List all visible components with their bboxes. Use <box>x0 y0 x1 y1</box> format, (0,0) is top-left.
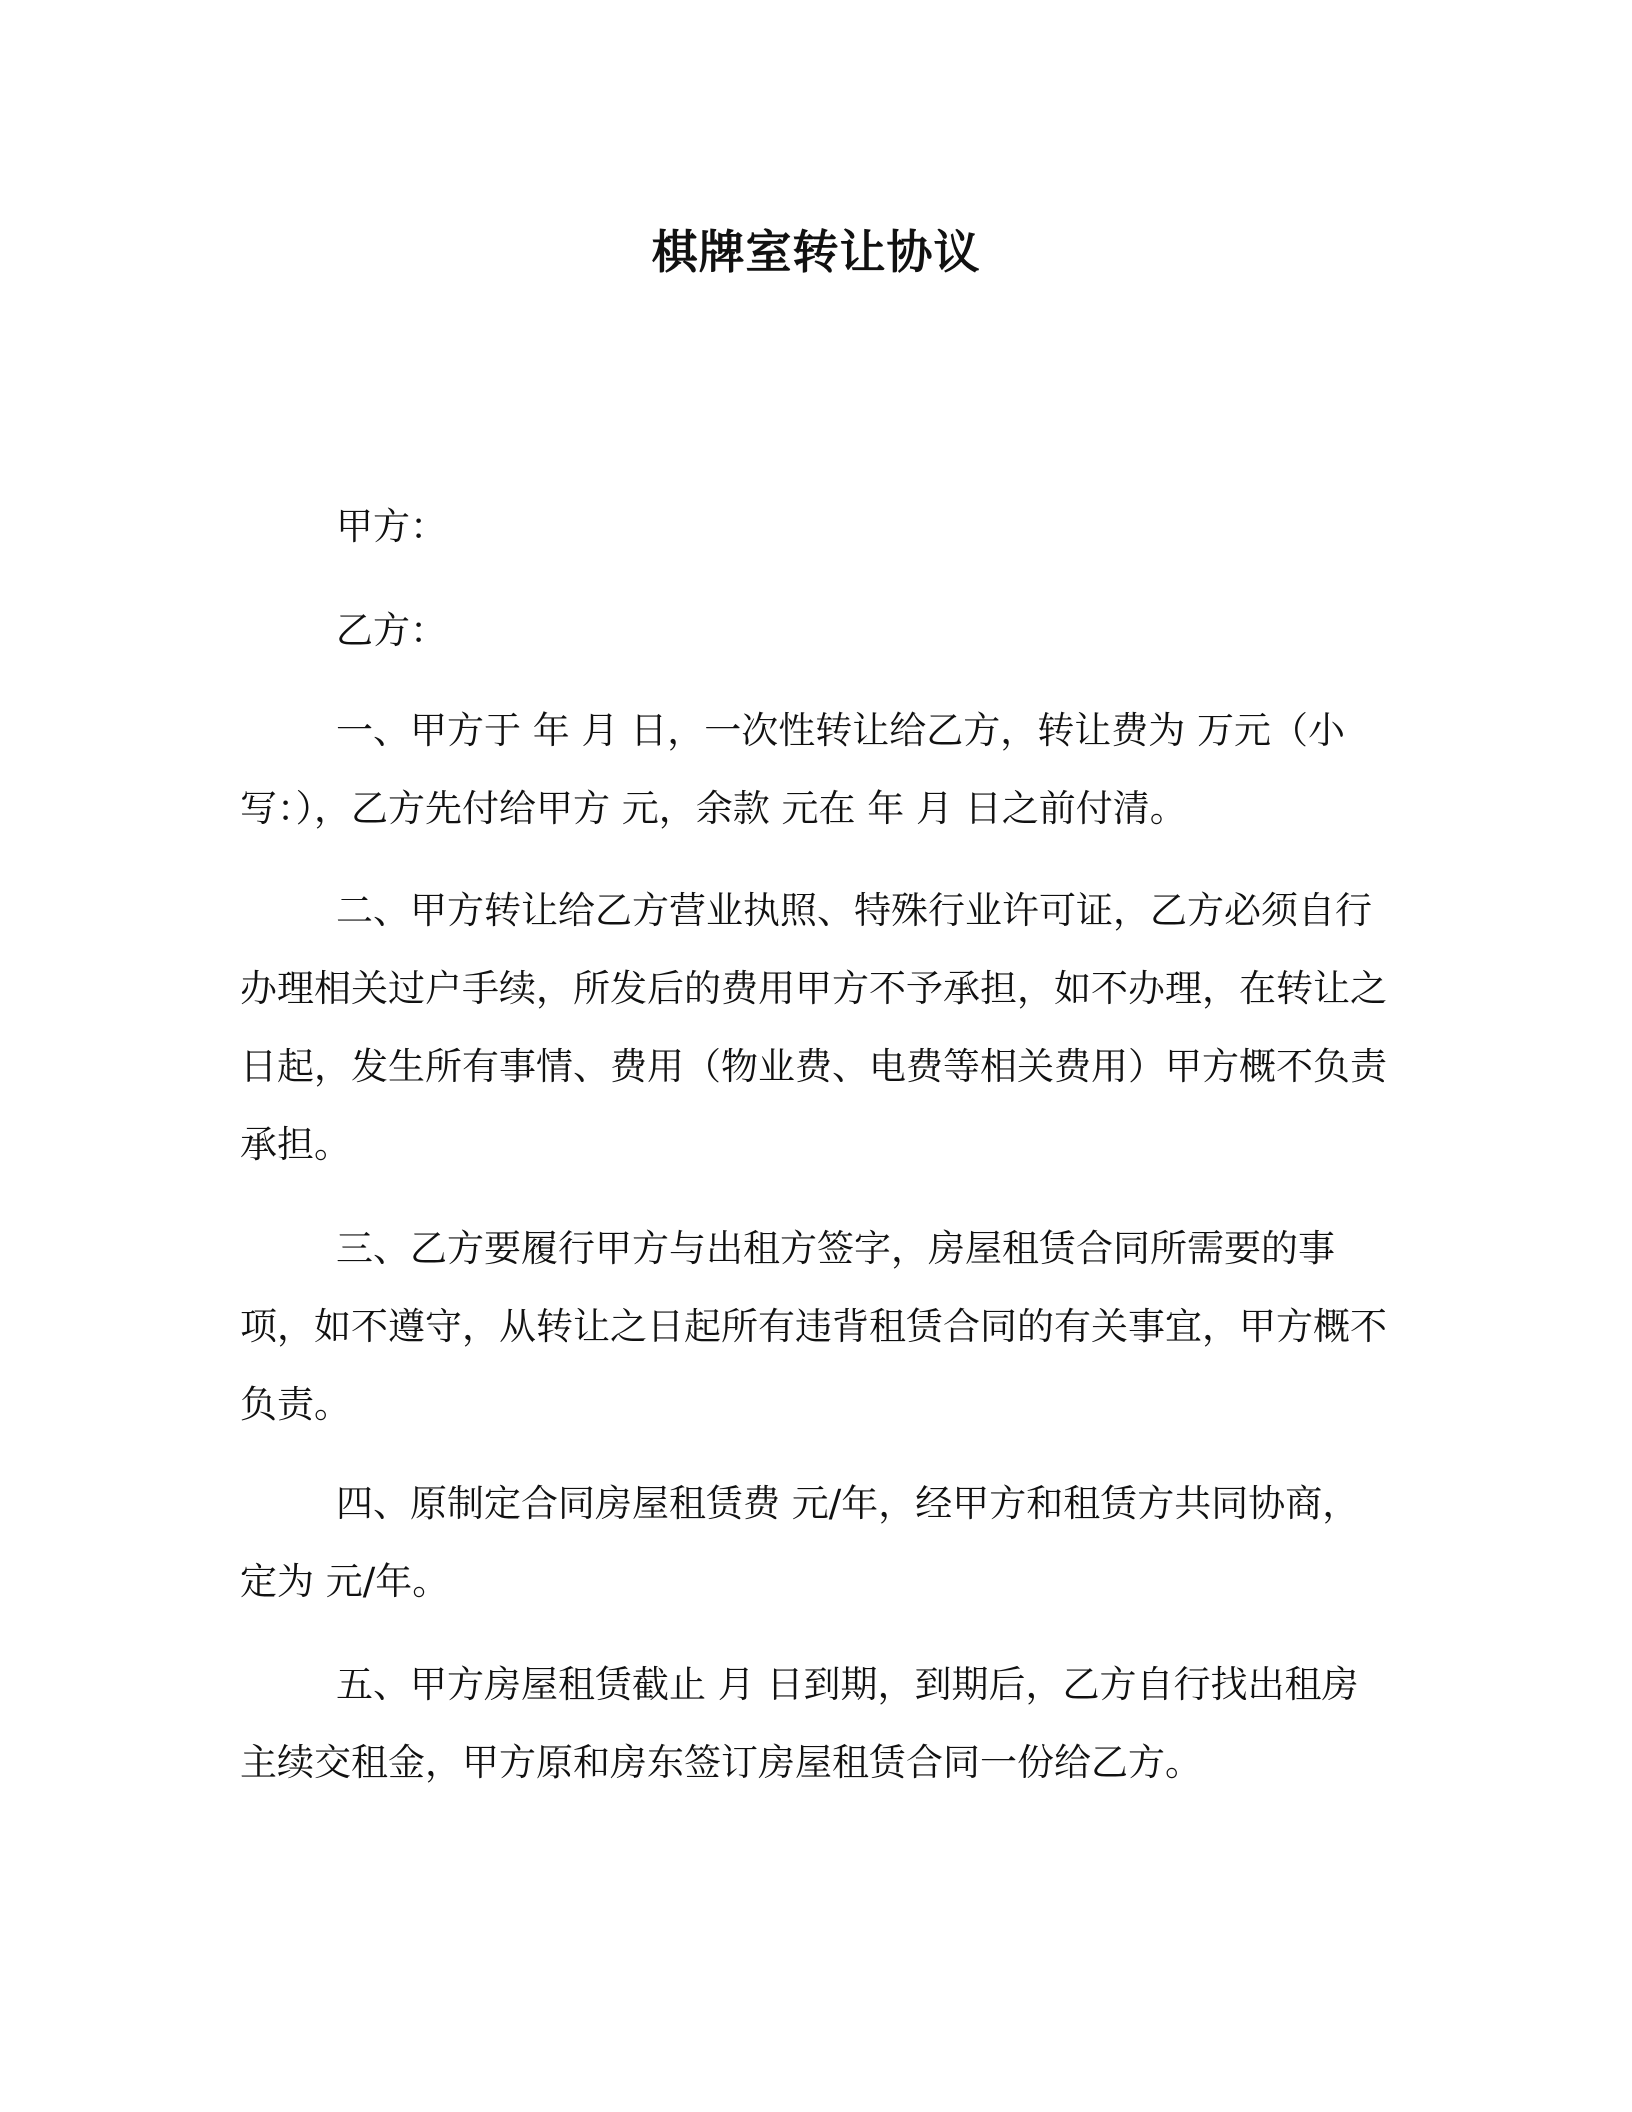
document-title: 棋牌室转让协议 <box>651 225 981 279</box>
clause-4-paragraph: 四、原制定合同房屋租赁费 元/年，经甲方和租赁方共同协商，定为 元/年。 <box>240 1482 1360 1603</box>
clause-5-paragraph: 五、甲方房屋租赁截止 月 日到期，到期后，乙方自行找出租房主续交租金，甲方原和房东签订房屋租赁合同一份给乙方。 <box>240 1663 1359 1784</box>
clause-1-paragraph: 一、甲方于 年 月 日，一次性转让给乙方，转让费为 万元（小写：），乙方先付给甲方 元，余款 元在 年 月 日之前付清。 <box>240 709 1346 830</box>
clause-3-paragraph: 三、乙方要履行甲方与出租方签字，房屋租赁合同所需要的事项，如不遵守，从转让之日起所有违背租赁合同的有关事宜，甲方概不负责。 <box>240 1227 1387 1426</box>
party-b-label: 乙方： <box>336 609 447 652</box>
clause-2-paragraph: 二、甲方转让给乙方营业执照、特殊行业许可证，乙方必须自行办理相关过户手续，所发后的费用甲方不予承担，如不办理，在转让之日起，发生所有事情、费用（物业费、电费等相关费用）甲方概不负责承担。 <box>240 889 1387 1166</box>
party-a-label: 甲方： <box>336 505 447 548</box>
